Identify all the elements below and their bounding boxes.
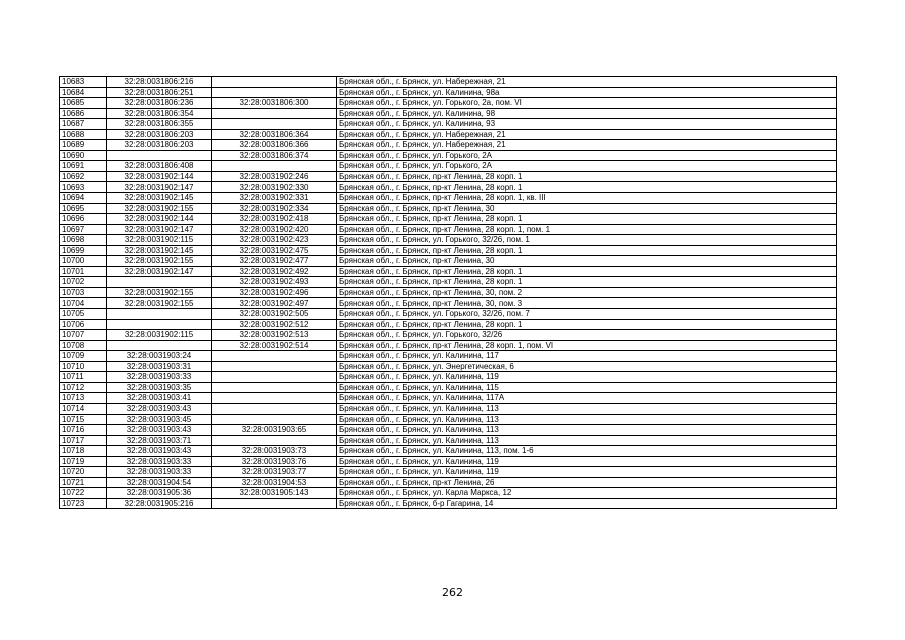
- row-number-cell: 10720: [60, 467, 107, 478]
- address-cell: Брянская обл., г. Брянск, пр-кт Ленина, 28 корп. 1, пом. VI: [337, 340, 837, 351]
- cadastral-number-cell: 32:28:0031806:203: [107, 129, 212, 140]
- table-row: [60, 87, 837, 98]
- address-cell: Брянская обл., г. Брянск, пр-кт Ленина, 28 корп. 1, кв. III: [337, 193, 837, 204]
- address-cell: Брянская обл., г. Брянск, ул. Горького, 2а, пом. VI: [337, 98, 837, 109]
- related-cadastral-number-cell: 32:28:0031806:364: [212, 129, 337, 140]
- address-cell: Брянская обл., г. Брянск, ул. Горького, 2А: [337, 161, 837, 172]
- table-row: [60, 456, 837, 467]
- cadastral-number-cell: 32:28:0031903:71: [107, 435, 212, 446]
- row-number-cell: 10712: [60, 382, 107, 393]
- row-number-cell: 10715: [60, 414, 107, 425]
- related-cadastral-number-cell: 32:28:0031806:366: [212, 140, 337, 151]
- cadastral-number-cell: 32:28:0031902:144: [107, 171, 212, 182]
- address-cell: Брянская обл., г. Брянск, ул. Энергетическая, 6: [337, 361, 837, 372]
- table-row: [60, 435, 837, 446]
- cadastral-number-cell: [107, 150, 212, 161]
- row-number-cell: 10688: [60, 129, 107, 140]
- table-row: [60, 193, 837, 204]
- cadastral-number-cell: 32:28:0031905:36: [107, 488, 212, 499]
- table-row: [60, 77, 837, 88]
- address-cell: Брянская обл., г. Брянск, ул. Калинина, 98а: [337, 87, 837, 98]
- address-cell: Брянская обл., г. Брянск, ул. Калинина, 93: [337, 119, 837, 130]
- cadastral-number-cell: 32:28:0031806:354: [107, 108, 212, 119]
- table-row: [60, 298, 837, 309]
- cadastral-number-cell: 32:28:0031806:216: [107, 77, 212, 88]
- row-number-cell: 10714: [60, 403, 107, 414]
- table-row: [60, 330, 837, 341]
- address-cell: Брянская обл., г. Брянск, пр-кт Ленина, 28 корп. 1: [337, 182, 837, 193]
- address-cell: Брянская обл., г. Брянск, ул. Горького, 2А: [337, 150, 837, 161]
- related-cadastral-number-cell: 32:28:0031806:374: [212, 150, 337, 161]
- address-cell: Брянская обл., г. Брянск, б-р Гагарина, 14: [337, 498, 837, 509]
- related-cadastral-number-cell: [212, 403, 337, 414]
- related-cadastral-number-cell: 32:28:0031902:496: [212, 287, 337, 298]
- related-cadastral-number-cell: 32:28:0031806:300: [212, 98, 337, 109]
- table-row: [60, 150, 837, 161]
- related-cadastral-number-cell: 32:28:0031902:334: [212, 203, 337, 214]
- cadastral-number-cell: [107, 340, 212, 351]
- cadastral-number-cell: 32:28:0031903:24: [107, 351, 212, 362]
- related-cadastral-number-cell: [212, 393, 337, 404]
- cadastral-number-cell: 32:28:0031902:115: [107, 330, 212, 341]
- row-number-cell: 10711: [60, 372, 107, 383]
- related-cadastral-number-cell: 32:28:0031902:513: [212, 330, 337, 341]
- table-row: [60, 425, 837, 436]
- row-number-cell: 10689: [60, 140, 107, 151]
- table-row: [60, 182, 837, 193]
- row-number-cell: 10723: [60, 498, 107, 509]
- table-row: [60, 235, 837, 246]
- address-cell: Брянская обл., г. Брянск, ул. Калинина, 113: [337, 414, 837, 425]
- related-cadastral-number-cell: [212, 361, 337, 372]
- related-cadastral-number-cell: 32:28:0031902:497: [212, 298, 337, 309]
- row-number-cell: 10683: [60, 77, 107, 88]
- table-row: [60, 256, 837, 267]
- cadastral-number-cell: 32:28:0031902:145: [107, 245, 212, 256]
- row-number-cell: 10705: [60, 309, 107, 320]
- related-cadastral-number-cell: [212, 351, 337, 362]
- registry-table-body: [60, 77, 837, 509]
- cadastral-number-cell: 32:28:0031902:144: [107, 214, 212, 225]
- row-number-cell: 10701: [60, 266, 107, 277]
- table-row: [60, 224, 837, 235]
- related-cadastral-number-cell: 32:28:0031902:514: [212, 340, 337, 351]
- cadastral-number-cell: 32:28:0031903:33: [107, 372, 212, 383]
- row-number-cell: 10703: [60, 287, 107, 298]
- table-row: [60, 119, 837, 130]
- address-cell: Брянская обл., г. Брянск, пр-кт Ленина, 26: [337, 477, 837, 488]
- address-cell: Брянская обл., г. Брянск, ул. Набережная, 21: [337, 77, 837, 88]
- related-cadastral-number-cell: 32:28:0031902:331: [212, 193, 337, 204]
- cadastral-number-cell: 32:28:0031902:155: [107, 287, 212, 298]
- related-cadastral-number-cell: 32:28:0031902:477: [212, 256, 337, 267]
- cadastral-number-cell: 32:28:0031905:216: [107, 498, 212, 509]
- table-row: [60, 203, 837, 214]
- row-number-cell: 10706: [60, 319, 107, 330]
- row-number-cell: 10716: [60, 425, 107, 436]
- row-number-cell: 10721: [60, 477, 107, 488]
- related-cadastral-number-cell: 32:28:0031902:246: [212, 171, 337, 182]
- row-number-cell: 10686: [60, 108, 107, 119]
- related-cadastral-number-cell: 32:28:0031902:512: [212, 319, 337, 330]
- related-cadastral-number-cell: 32:28:0031902:423: [212, 235, 337, 246]
- row-number-cell: 10696: [60, 214, 107, 225]
- related-cadastral-number-cell: [212, 87, 337, 98]
- related-cadastral-number-cell: [212, 435, 337, 446]
- row-number-cell: 10690: [60, 150, 107, 161]
- related-cadastral-number-cell: [212, 108, 337, 119]
- table-row: [60, 277, 837, 288]
- address-cell: Брянская обл., г. Брянск, пр-кт Ленина, 28 корп. 1: [337, 319, 837, 330]
- address-cell: Брянская обл., г. Брянск, ул. Набережная, 21: [337, 140, 837, 151]
- table-row: [60, 309, 837, 320]
- cadastral-number-cell: 32:28:0031806:203: [107, 140, 212, 151]
- address-cell: Брянская обл., г. Брянск, пр-кт Ленина, 30: [337, 203, 837, 214]
- related-cadastral-number-cell: [212, 498, 337, 509]
- table-row: [60, 245, 837, 256]
- cadastral-number-cell: 32:28:0031806:408: [107, 161, 212, 172]
- related-cadastral-number-cell: 32:28:0031902:475: [212, 245, 337, 256]
- table-row: [60, 467, 837, 478]
- cadastral-number-cell: [107, 319, 212, 330]
- cadastral-number-cell: [107, 277, 212, 288]
- row-number-cell: 10717: [60, 435, 107, 446]
- table-row: [60, 108, 837, 119]
- row-number-cell: 10697: [60, 224, 107, 235]
- cadastral-number-cell: 32:28:0031904:54: [107, 477, 212, 488]
- address-cell: Брянская обл., г. Брянск, ул. Калинина, 113: [337, 435, 837, 446]
- cadastral-registry-table: [59, 76, 837, 509]
- related-cadastral-number-cell: [212, 77, 337, 88]
- address-cell: Брянская обл., г. Брянск, ул. Карла Маркса, 12: [337, 488, 837, 499]
- related-cadastral-number-cell: 32:28:0031903:73: [212, 446, 337, 457]
- address-cell: Брянская обл., г. Брянск, ул. Калинина, 113, пом. 1-6: [337, 446, 837, 457]
- related-cadastral-number-cell: 32:28:0031902:330: [212, 182, 337, 193]
- address-cell: Брянская обл., г. Брянск, ул. Калинина, 119: [337, 372, 837, 383]
- row-number-cell: 10710: [60, 361, 107, 372]
- address-cell: Брянская обл., г. Брянск, пр-кт Ленина, 28 корп. 1: [337, 214, 837, 225]
- table-row: [60, 403, 837, 414]
- row-number-cell: 10709: [60, 351, 107, 362]
- cadastral-number-cell: 32:28:0031902:147: [107, 224, 212, 235]
- table-row: [60, 477, 837, 488]
- cadastral-number-cell: 32:28:0031902:147: [107, 182, 212, 193]
- address-cell: Брянская обл., г. Брянск, ул. Калинина, 113: [337, 425, 837, 436]
- address-cell: Брянская обл., г. Брянск, ул. Горького, 32/26: [337, 330, 837, 341]
- address-cell: Брянская обл., г. Брянск, ул. Калинина, 113: [337, 403, 837, 414]
- table-row: [60, 129, 837, 140]
- cadastral-number-cell: 32:28:0031903:33: [107, 456, 212, 467]
- table-row: [60, 446, 837, 457]
- row-number-cell: 10719: [60, 456, 107, 467]
- cadastral-number-cell: 32:28:0031902:147: [107, 266, 212, 277]
- cadastral-number-cell: 32:28:0031903:43: [107, 403, 212, 414]
- related-cadastral-number-cell: 32:28:0031903:76: [212, 456, 337, 467]
- row-number-cell: 10698: [60, 235, 107, 246]
- row-number-cell: 10707: [60, 330, 107, 341]
- row-number-cell: 10695: [60, 203, 107, 214]
- row-number-cell: 10684: [60, 87, 107, 98]
- cadastral-number-cell: 32:28:0031902:145: [107, 193, 212, 204]
- related-cadastral-number-cell: [212, 372, 337, 383]
- address-cell: Брянская обл., г. Брянск, ул. Горького, 32/26, пом. 7: [337, 309, 837, 320]
- row-number-cell: 10704: [60, 298, 107, 309]
- address-cell: Брянская обл., г. Брянск, пр-кт Ленина, 30, пом. 3: [337, 298, 837, 309]
- related-cadastral-number-cell: 32:28:0031902:418: [212, 214, 337, 225]
- address-cell: Брянская обл., г. Брянск, ул. Набережная, 21: [337, 129, 837, 140]
- cadastral-number-cell: 32:28:0031903:45: [107, 414, 212, 425]
- table-row: [60, 488, 837, 499]
- cadastral-number-cell: 32:28:0031903:31: [107, 361, 212, 372]
- table-row: [60, 498, 837, 509]
- table-row: [60, 351, 837, 362]
- row-number-cell: 10694: [60, 193, 107, 204]
- row-number-cell: 10691: [60, 161, 107, 172]
- related-cadastral-number-cell: [212, 161, 337, 172]
- table-row: [60, 287, 837, 298]
- row-number-cell: 10692: [60, 171, 107, 182]
- address-cell: Брянская обл., г. Брянск, ул. Калинина, 119: [337, 467, 837, 478]
- cadastral-number-cell: [107, 309, 212, 320]
- table-row: [60, 266, 837, 277]
- related-cadastral-number-cell: 32:28:0031903:77: [212, 467, 337, 478]
- related-cadastral-number-cell: 32:28:0031905:143: [212, 488, 337, 499]
- related-cadastral-number-cell: 32:28:0031902:505: [212, 309, 337, 320]
- related-cadastral-number-cell: [212, 414, 337, 425]
- cadastral-number-cell: 32:28:0031903:43: [107, 425, 212, 436]
- table-row: [60, 214, 837, 225]
- cadastral-number-cell: 32:28:0031903:35: [107, 382, 212, 393]
- address-cell: Брянская обл., г. Брянск, пр-кт Ленина, 30, пом. 2: [337, 287, 837, 298]
- address-cell: Брянская обл., г. Брянск, пр-кт Ленина, 28 корп. 1, пом. 1: [337, 224, 837, 235]
- cadastral-number-cell: 32:28:0031903:33: [107, 467, 212, 478]
- related-cadastral-number-cell: 32:28:0031904:53: [212, 477, 337, 488]
- address-cell: Брянская обл., г. Брянск, ул. Калинина, 117: [337, 351, 837, 362]
- row-number-cell: 10700: [60, 256, 107, 267]
- table-row: [60, 340, 837, 351]
- table-row: [60, 171, 837, 182]
- row-number-cell: 10699: [60, 245, 107, 256]
- address-cell: Брянская обл., г. Брянск, пр-кт Ленина, 28 корп. 1: [337, 277, 837, 288]
- address-cell: Брянская обл., г. Брянск, ул. Калинина, 117А: [337, 393, 837, 404]
- cadastral-number-cell: 32:28:0031806:355: [107, 119, 212, 130]
- table-row: [60, 382, 837, 393]
- table-row: [60, 393, 837, 404]
- cadastral-number-cell: 32:28:0031902:155: [107, 256, 212, 267]
- related-cadastral-number-cell: 32:28:0031903:65: [212, 425, 337, 436]
- address-cell: Брянская обл., г. Брянск, пр-кт Ленина, 28 корп. 1: [337, 245, 837, 256]
- cadastral-number-cell: 32:28:0031903:43: [107, 446, 212, 457]
- row-number-cell: 10708: [60, 340, 107, 351]
- cadastral-number-cell: 32:28:0031806:236: [107, 98, 212, 109]
- cadastral-number-cell: 32:28:0031806:251: [107, 87, 212, 98]
- address-cell: Брянская обл., г. Брянск, ул. Калинина, 115: [337, 382, 837, 393]
- address-cell: Брянская обл., г. Брянск, ул. Горького, 32/26, пом. 1: [337, 235, 837, 246]
- table-row: [60, 161, 837, 172]
- related-cadastral-number-cell: 32:28:0031902:492: [212, 266, 337, 277]
- table-row: [60, 140, 837, 151]
- related-cadastral-number-cell: 32:28:0031902:493: [212, 277, 337, 288]
- related-cadastral-number-cell: 32:28:0031902:420: [212, 224, 337, 235]
- address-cell: Брянская обл., г. Брянск, пр-кт Ленина, 28 корп. 1: [337, 266, 837, 277]
- address-cell: Брянская обл., г. Брянск, пр-кт Ленина, 30: [337, 256, 837, 267]
- address-cell: Брянская обл., г. Брянск, ул. Калинина, 98: [337, 108, 837, 119]
- row-number-cell: 10722: [60, 488, 107, 499]
- table-row: [60, 414, 837, 425]
- row-number-cell: 10685: [60, 98, 107, 109]
- table-row: [60, 98, 837, 109]
- cadastral-number-cell: 32:28:0031902:115: [107, 235, 212, 246]
- related-cadastral-number-cell: [212, 119, 337, 130]
- address-cell: Брянская обл., г. Брянск, пр-кт Ленина, 28 корп. 1: [337, 171, 837, 182]
- table-row: [60, 361, 837, 372]
- address-cell: Брянская обл., г. Брянск, ул. Калинина, 119: [337, 456, 837, 467]
- row-number-cell: 10713: [60, 393, 107, 404]
- cadastral-number-cell: 32:28:0031902:155: [107, 203, 212, 214]
- table-row: [60, 372, 837, 383]
- row-number-cell: 10718: [60, 446, 107, 457]
- row-number-cell: 10687: [60, 119, 107, 130]
- page-number: 262: [442, 586, 463, 599]
- cadastral-number-cell: 32:28:0031903:41: [107, 393, 212, 404]
- table-row: [60, 319, 837, 330]
- related-cadastral-number-cell: [212, 382, 337, 393]
- row-number-cell: 10702: [60, 277, 107, 288]
- row-number-cell: 10693: [60, 182, 107, 193]
- cadastral-number-cell: 32:28:0031902:155: [107, 298, 212, 309]
